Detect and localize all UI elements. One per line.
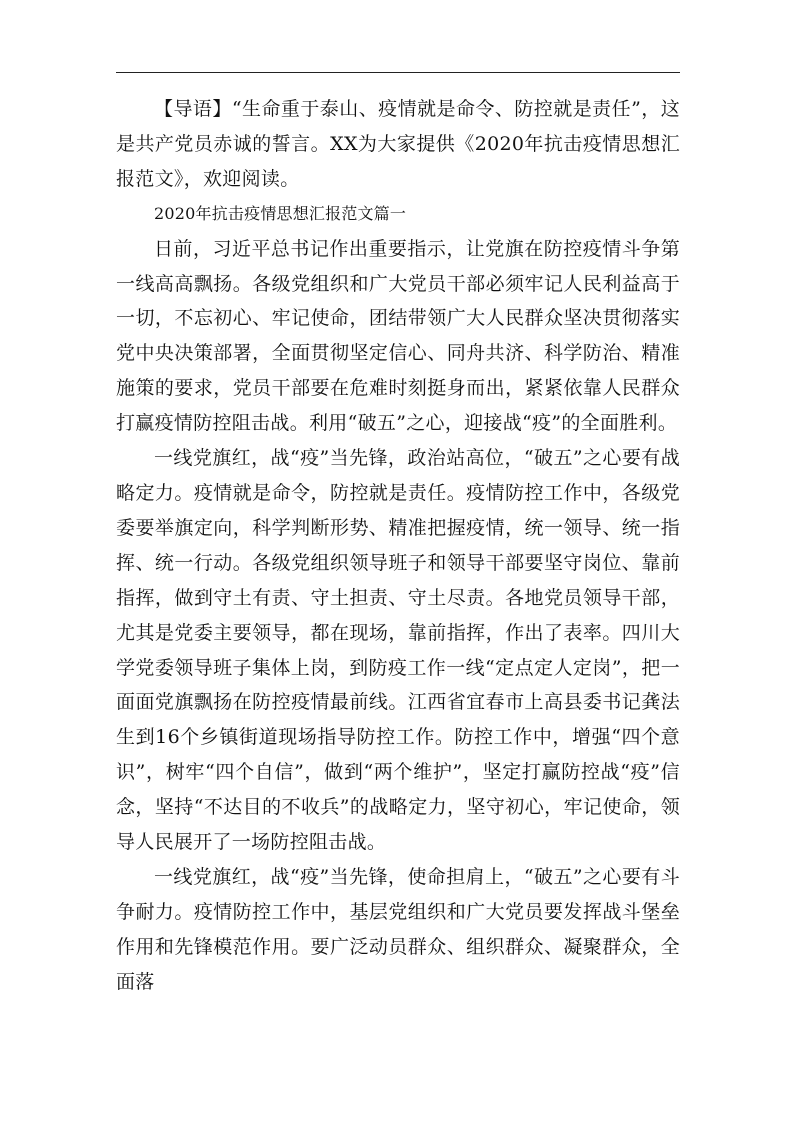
document-body (116, 92, 680, 1000)
body-paragraph: 一线党旗红，战“疫”当先锋，使命担肩上，“破五”之心要有斗争耐力。疫情防控工作中，基层党组织和广大党员要发挥战斗堡垒作用和先锋模范作用。要广泛动员群众、组织群众、凝聚群众，全面落 (116, 865, 680, 993)
intro-paragraph: 【导语】“生命重于泰山、疫情就是命令、防控就是责任”，这是共产党员赤诚的誓言。XX为大家提供《2020年抗击疫情思想汇报范文》，欢迎阅读。 (116, 98, 680, 190)
article-subtitle: 2020年抗击疫情思想汇报范文篇一 (154, 203, 407, 223)
body-paragraph: 一线党旗红，战“疫”当先锋，政治站高位，“破五”之心要有战略定力。疫情就是命令，防控就是责任。疫情防控工作中，各级党委要举旗定向，科学判断形势、精准把握疫情，统一领导、统一指挥、统一行动。各级党组织领导班子和领导干部要坚守岗位、靠前指挥，做到守土有责、守土担责、守土尽责。各地党员领导干部，尤其是党委主要领导，都在现场，靠前指挥，作出了表率。四川大学党委领导班子集体上岗，到防疫工作一线“定点定人定岗”，把一面面党旗飘扬在防控疫情最前线。江西省宜春市上高县委书记龚法生到16个乡镇街道现场指导防控工作。防控工作中，增强“四个意识”，树牢“四个自信”，做到“两个维护”，坚定打赢防控战“疫”信念，坚持“不达目的不收兵”的战略定力，坚守初心，牢记使命，领导人民展开了一场防控阻击战。 (116, 447, 680, 854)
header-rule (116, 72, 680, 73)
body-paragraph: 日前，习近平总书记作出重要指示，让党旗在防控疫情斗争第一线高高飘扬。各级党组织和广大党员干部必须牢记人民利益高于一切，不忘初心、牢记使命，团结带领广大人民群众坚决贯彻落实党中央决策部署，全面贯彻坚定信心、同舟共济、科学防治、精准施策的要求，党员干部要在危难时刻挺身而出，紧紧依靠人民群众打赢疫情防控阻击战。利用“破五”之心，迎接战“疫”的全面胜利。 (116, 237, 680, 435)
